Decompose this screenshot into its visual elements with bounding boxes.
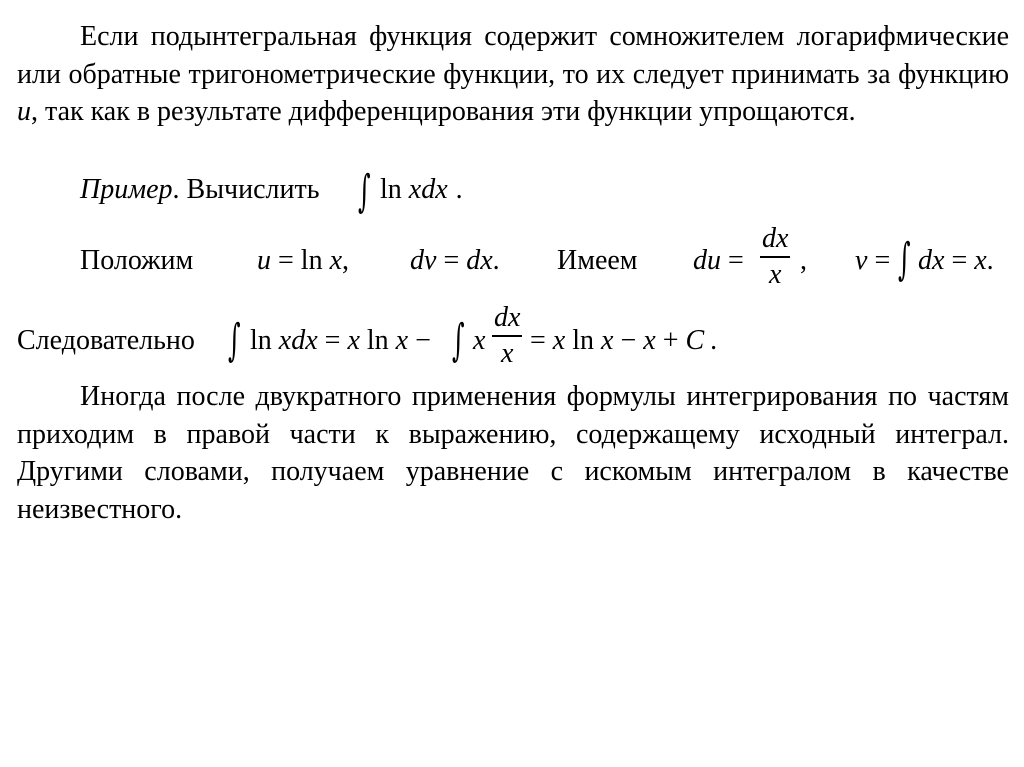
fraction-numerator: dx (494, 302, 521, 333)
du-eq: = (721, 245, 744, 276)
du-definition (693, 245, 744, 277)
dv-eq: = (436, 245, 467, 276)
example-text (80, 174, 319, 206)
x4: x (552, 325, 566, 356)
constant-c: C (685, 325, 705, 356)
eq1: = (317, 325, 348, 356)
u-eq-ln: = ln (271, 245, 330, 276)
example-line (0, 166, 1024, 230)
integrand-variable: xdx (408, 174, 448, 205)
conclusion-line (0, 303, 1024, 383)
eq2: = (530, 325, 553, 356)
v-dx: dx (918, 245, 945, 276)
example-label: Пример (80, 174, 173, 205)
du-fraction (760, 224, 790, 290)
du-end: , (800, 245, 807, 276)
substitution-label: Положим (80, 245, 194, 276)
dv-definition (410, 245, 500, 277)
minus1: − (408, 325, 431, 356)
dv-end: . (492, 245, 500, 276)
example-end: . (455, 174, 463, 205)
example-integrand (380, 174, 463, 206)
substitution-line (0, 223, 1024, 298)
conclusion-fraction (492, 303, 522, 369)
v-eq: = (867, 245, 891, 276)
fraction-bar (760, 256, 790, 258)
v-eq2: = (944, 245, 975, 276)
have-label: Имеем (557, 245, 638, 276)
conclusion-rhs (530, 325, 717, 357)
paragraph-text: Если подынтегральная функция содержит сомножителем логарифмические или обратные тригонометрические функции, то их следует принимать за функцию (17, 21, 1009, 90)
du-lhs: du (693, 245, 721, 276)
paragraph-double-integration (17, 378, 1009, 528)
integral-sign: ∫ (898, 234, 911, 285)
x2: x (395, 325, 409, 356)
x1: x (347, 325, 360, 356)
v-definition (855, 245, 890, 277)
dv-lhs: dv (410, 245, 437, 276)
ln2: ln (565, 325, 602, 356)
paragraph-text: Иногда после двукратного применения формулы интегрирования по частям приходим в правой части к выражению, содержащему исходный интеграл. Другими словами, получаем уравнение с искомым интегралом в качестве неизвестного. (17, 381, 1009, 525)
u-x: x (329, 245, 343, 276)
fraction-bar (492, 335, 522, 337)
v-lhs: v (855, 245, 868, 276)
xdx: xdx (278, 325, 318, 356)
conclusion-label: Следовательно (17, 325, 195, 356)
u-definition (257, 245, 349, 277)
u-var: u (257, 245, 271, 276)
ln1: ln (359, 325, 396, 356)
v-rhs (918, 245, 994, 277)
integral-sign: ∫ (452, 315, 465, 366)
ln-function: ln (380, 174, 402, 205)
x6: x (643, 325, 656, 356)
v-end: . (986, 245, 994, 276)
paragraph-text-end: , так как в результате дифференцирования эти функции упрощаются. (31, 96, 856, 127)
plus: + (655, 325, 686, 356)
ln-function: ln (250, 325, 279, 356)
x3: x (473, 325, 486, 356)
paragraph-integration-choice (17, 18, 1009, 131)
fraction-denominator: x (501, 337, 514, 369)
x5: x (601, 325, 614, 356)
example-instruction: . Вычислить (172, 174, 320, 205)
u-end: , (342, 245, 350, 276)
du-numerator: dx (762, 223, 789, 254)
variable-u: u (17, 96, 31, 127)
conclusion-lhs (250, 325, 431, 357)
dv-rhs: dx (466, 245, 493, 276)
v-x: x (974, 245, 987, 276)
integral-sign: ∫ (358, 166, 371, 217)
integral-sign: ∫ (228, 315, 241, 366)
du-denominator: x (769, 258, 782, 290)
minus2: − (613, 325, 644, 356)
conclusion-end: . (710, 325, 718, 356)
